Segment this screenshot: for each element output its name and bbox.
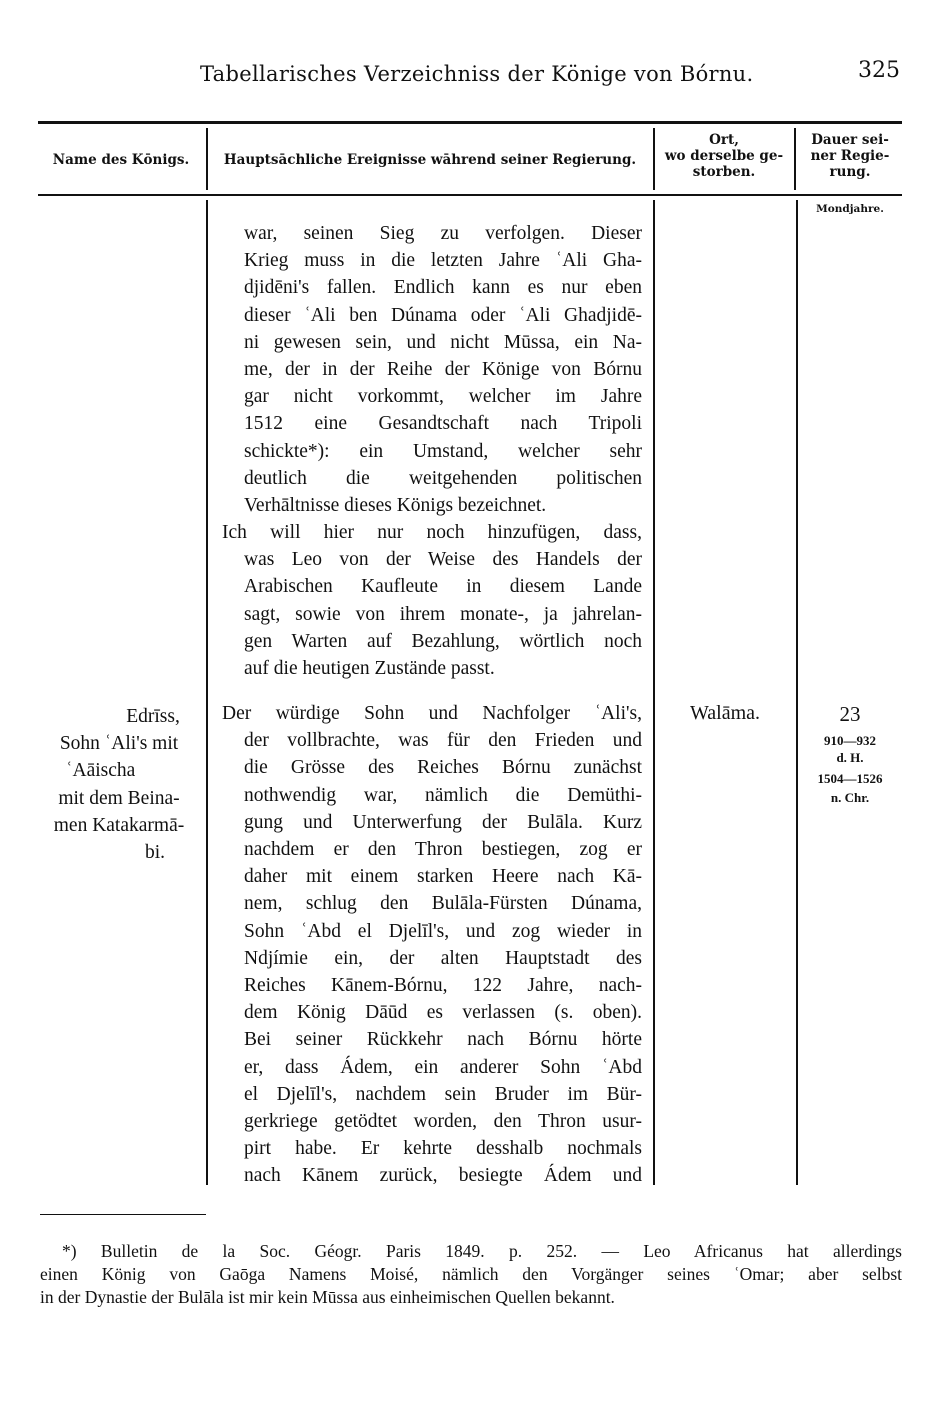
text-line: Arabischen Kaufleute in diesem Lande: [244, 576, 642, 598]
text-line: el Djelīl's, nachdem sein Bruder im Bür-: [244, 1083, 642, 1105]
body-divider-3: [796, 200, 798, 1185]
column-header-events: Hauptsāchliche Ereignisse wāhrend seiner Regierung.: [223, 152, 637, 168]
text-line: die Grösse des Reiches Bórnu zunächst: [244, 757, 642, 779]
table-top-rule: [38, 121, 902, 124]
text-line: dieser ʿAli ben Dúnama oder ʿAli Ghadjidē-: [244, 304, 642, 326]
text-line: ni gewesen sein, und nicht Mūssa, ein Na-: [244, 331, 642, 353]
king-name-line: men Katakarmā-: [53, 814, 185, 836]
text-line: nem, schlug den Bulāla-Fürsten Dúnama,: [244, 893, 642, 915]
duration-ad-range: 1504—1526: [817, 771, 883, 786]
text-line: gung und Unterwerfung der Bulāla. Kurz: [244, 811, 642, 833]
text-line: er, dass Ádem, ein anderer Sohn ʿAbd: [244, 1056, 642, 1078]
duration-years: 23: [839, 702, 861, 726]
header-divider-3: [794, 128, 796, 190]
events-continued-paragraph-1: [244, 220, 642, 519]
page-number: 325: [858, 58, 900, 83]
duration-hijri-range: 910—932: [824, 733, 876, 748]
king-name-line: Edrīss,: [126, 706, 180, 727]
footnote-line: in der Dynastie der Bulāla ist mir kein Mūssa aus einheimischen Quellen bekannt.: [40, 1287, 615, 1307]
text-line: dem König Dāūd es verlassen (s. oben).: [244, 1002, 642, 1024]
text-line: gerkriege getödtet worden, den Thron usur-: [244, 1111, 642, 1133]
text-line: auf die heutigen Zustände passt.: [244, 658, 495, 680]
column-header-duration-line: rung.: [829, 164, 871, 180]
column-header-place: [655, 132, 793, 180]
footnote-line: *) Bulletin de la Soc. Géogr. Paris 1849. p. 252. — Leo Africanus hat allerdings: [62, 1241, 902, 1261]
body-divider-2: [653, 200, 655, 1185]
text-line: Verhāltnisse dieses Königs bezeichnet.: [244, 495, 547, 517]
text-line: Krieg muss in die letzten Jahre ʿAli Gha-: [244, 250, 642, 272]
footnote-separator: [40, 1214, 206, 1215]
text-line: nachdem er den Thron bestiegen, zog er: [244, 839, 642, 861]
text-line: djidēni's fallen. Endlich kann es nur eben: [244, 277, 642, 299]
king-name-line: bi.: [144, 842, 166, 864]
king-name-cell: [30, 703, 208, 866]
text-line: deutlich die weitgehenden politischen: [244, 467, 642, 489]
column-header-place-line: storben.: [692, 164, 756, 180]
body-divider-1: [206, 200, 208, 1185]
text-line: gar nicht vorkommt, welcher im Jahre: [244, 386, 642, 408]
duration-ad-label: n. Chr.: [830, 790, 870, 805]
running-header-title: Tabellarisches Verzeichniss der Könige von Bórnu.: [200, 62, 754, 86]
text-line: der vollbrachte, was für den Frieden und: [244, 730, 642, 752]
events-continued-paragraph-2: [222, 519, 642, 682]
place-of-death-cell: Walāma.: [689, 702, 761, 724]
column-header-duration: [798, 132, 902, 180]
text-line: Ndjímie ein, der alten Hauptstadt des: [244, 947, 642, 969]
text-line: Reiches Kānem-Bórnu, 122 Jahre, nach-: [244, 975, 642, 997]
footnote: [40, 1240, 902, 1309]
duration-hijri-label: d. H.: [836, 750, 864, 765]
table-header-rule: [38, 194, 902, 196]
text-line: me, der in der Reihe der Könige von Bórnu: [244, 359, 642, 381]
text-line: nothwendig war, nämlich die Demüthi-: [244, 784, 642, 806]
king-name-line: ʿAāischa: [66, 760, 136, 782]
text-line: pirt habe. Er kehrte desshalb nochmals: [244, 1138, 642, 1160]
column-header-place-line: Ort,: [709, 132, 739, 148]
text-line: sagt, sowie von ihrem monate-, ja jahrelan-: [244, 603, 642, 625]
column-header-place-line: wo derselbe ge-: [664, 148, 784, 164]
text-line: Ich will hier nur noch hinzufügen, dass,: [222, 522, 642, 543]
text-line: was Leo von der Weise des Handels der: [244, 549, 642, 571]
text-line: gen Warten auf Bezahlung, wörtlich noch: [244, 630, 642, 652]
text-line: 1512 eine Gesandtschaft nach Tripoli: [244, 413, 642, 435]
column-header-king: Name des Kōnigs.: [52, 152, 190, 168]
text-line: schickte*): ein Umstand, welcher sehr: [244, 440, 642, 462]
text-line: Der würdige Sohn und Nachfolger ʿAli's,: [222, 703, 642, 724]
text-line: Sohn ʿAbd el Djelīl's, und zog wieder in: [244, 920, 642, 942]
events-cell: [222, 700, 642, 1190]
text-line: daher mit einem starken Heere nach Kā-: [244, 866, 642, 888]
column-header-duration-line: Dauer sei-: [811, 132, 889, 148]
column-header-duration-line: ner Regie-: [810, 148, 890, 164]
text-line: nach Kānem zurück, besiegte Ádem und: [244, 1165, 642, 1187]
duration-unit-label: Mondjahre.: [816, 203, 884, 215]
text-line: Bei seiner Rückkehr nach Bórnu hörte: [244, 1029, 642, 1051]
footnote-line: einen König von Gaōga Namens Moisé, nämlich den Vorgänger seines ʿOmar; aber selbst: [40, 1264, 902, 1284]
text-line: war, seinen Sieg zu verfolgen. Dieser: [244, 223, 642, 244]
king-name-line: mit dem Beina-: [58, 787, 180, 809]
king-name-line: Sohn ʿAli's mit: [59, 733, 179, 755]
